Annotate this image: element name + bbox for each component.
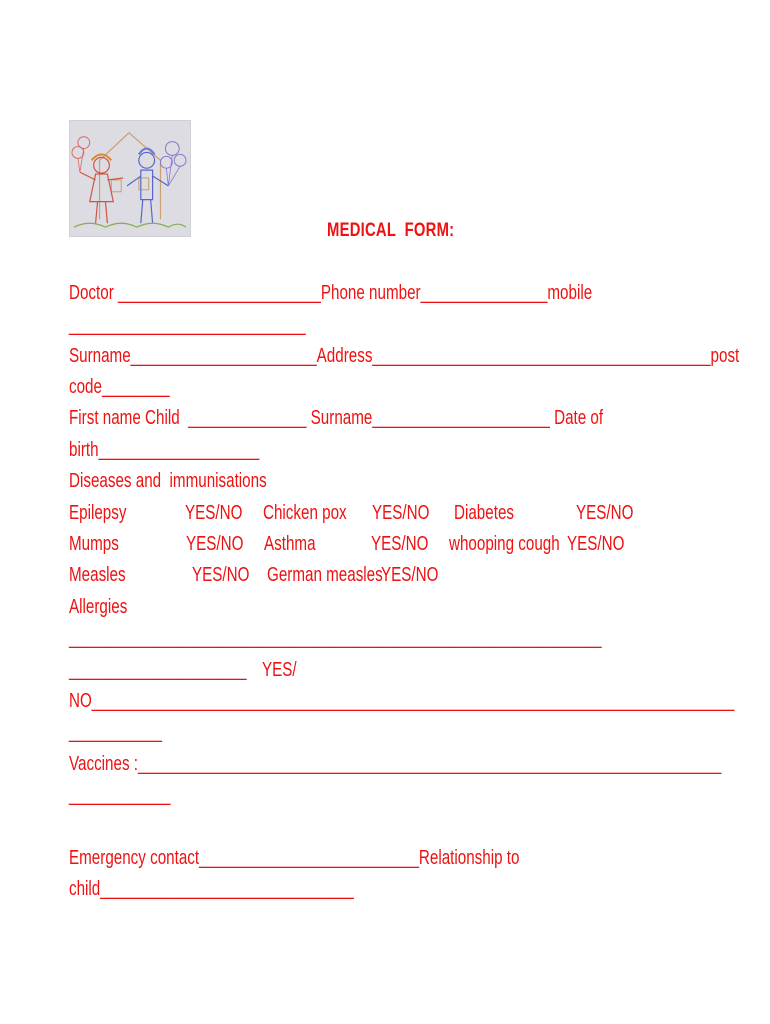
disease-diabetes: Diabetes (454, 502, 514, 524)
allergies-no-line[interactable]: NO____________________________________________________________________________ (69, 690, 735, 712)
form-title: MEDICAL FORM: (327, 220, 455, 241)
measles-yes-no[interactable]: YES/NO (192, 564, 250, 586)
epilepsy-yes-no[interactable]: YES/NO (185, 502, 243, 524)
disease-epilepsy: Epilepsy (69, 502, 127, 524)
children-drawing-image (70, 121, 190, 236)
disease-asthma: Asthma (264, 533, 316, 555)
allergies-blank-line-3[interactable]: ___________ (69, 721, 162, 743)
post-code-line[interactable]: code________ (69, 376, 170, 398)
emergency-contact-line[interactable]: Emergency contact__________________________Relationship to (69, 847, 520, 869)
allergies-blank-line[interactable]: _______________________________________________________________ (69, 627, 602, 649)
allergies-blank-line-2[interactable]: _____________________ (69, 659, 247, 681)
chicken-pox-yes-no[interactable]: YES/NO (372, 502, 430, 524)
doctor-phone-mobile-line[interactable]: Doctor ________________________Phone number_______________mobile (69, 282, 593, 304)
relationship-child-line[interactable]: child______________________________ (69, 878, 354, 900)
surname-address-line[interactable]: Surname______________________Address________________________________________post (69, 345, 740, 367)
allergies-yes-label[interactable]: YES/ (262, 659, 297, 681)
allergies-label: Allergies (69, 596, 128, 618)
whooping-cough-yes-no[interactable]: YES/NO (567, 533, 625, 555)
disease-whooping-cough: whooping cough (449, 533, 560, 555)
german-measles-yes-no[interactable]: YES/NO (381, 564, 439, 586)
child-name-dob-line[interactable]: First name Child ______________ Surname_____________________ Date of (69, 407, 604, 429)
asthma-yes-no[interactable]: YES/NO (371, 533, 429, 555)
disease-chicken-pox: Chicken pox (263, 502, 347, 524)
vaccines-line[interactable]: Vaccines :_____________________________________________________________________ (69, 753, 722, 775)
mobile-blank-line[interactable]: ____________________________ (69, 314, 306, 336)
diseases-heading: Diseases and immunisations (69, 470, 267, 492)
mumps-yes-no[interactable]: YES/NO (186, 533, 244, 555)
disease-mumps: Mumps (69, 533, 119, 555)
birth-date-line[interactable]: birth___________________ (69, 439, 260, 461)
children-drawing-logo (69, 120, 191, 237)
diabetes-yes-no[interactable]: YES/NO (576, 502, 634, 524)
disease-german-measles: German measles (267, 564, 383, 586)
disease-measles: Measles (69, 564, 126, 586)
vaccines-blank-line[interactable]: ____________ (69, 784, 171, 806)
